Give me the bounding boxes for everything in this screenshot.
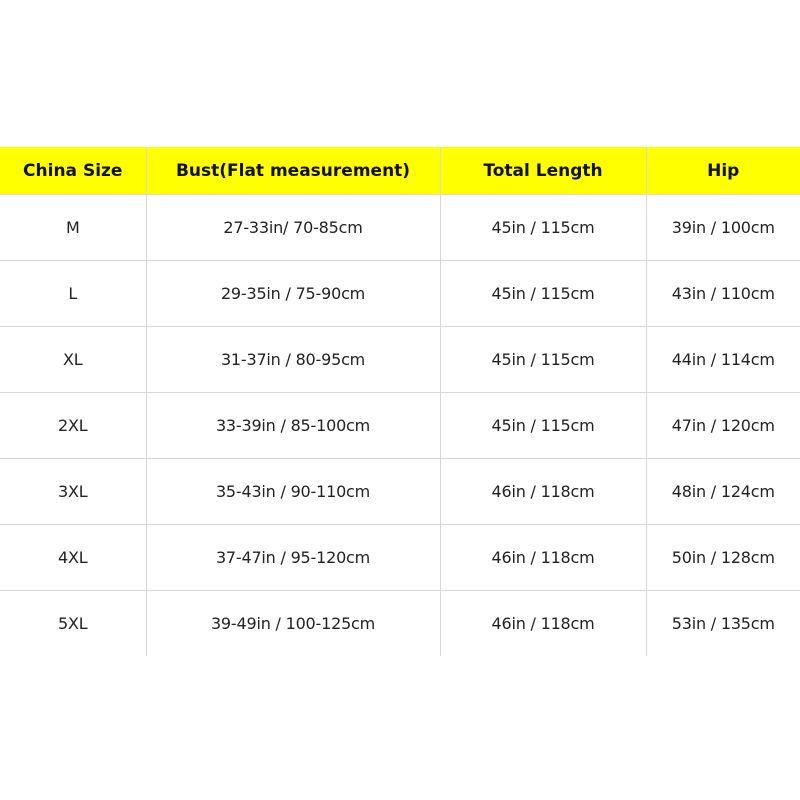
cell-size: L (0, 261, 146, 327)
cell-total-length: 45in / 115cm (440, 327, 646, 393)
cell-total-length: 45in / 115cm (440, 393, 646, 459)
header-hip: Hip (646, 147, 800, 195)
table-row (0, 327, 800, 393)
cell-size: 4XL (0, 525, 146, 591)
table-row (0, 261, 800, 327)
cell-hip: 48in / 124cm (646, 459, 800, 525)
cell-total-length: 45in / 115cm (440, 261, 646, 327)
header-bust: Bust(Flat measurement) (146, 147, 440, 195)
cell-total-length: 46in / 118cm (440, 459, 646, 525)
cell-size: 2XL (0, 393, 146, 459)
cell-hip: 53in / 135cm (671, 614, 775, 633)
cell-hip: 43in / 110cm (646, 261, 800, 327)
cell-bust: 35-43in / 90-110cm (146, 459, 440, 525)
size-chart-table (0, 147, 800, 656)
cell-size: M (0, 195, 146, 261)
cell-size: 5XL (0, 591, 146, 657)
table-row (0, 393, 800, 459)
cell-bust: 37-47in / 95-120cm (146, 525, 440, 591)
cell-bust: 27-33in/ 70-85cm (146, 195, 440, 261)
cell-bust: 29-35in / 75-90cm (146, 261, 440, 327)
cell-bust: 33-39in / 85-100cm (146, 393, 440, 459)
cell-bust: 39-49in / 100-125cm (146, 591, 440, 657)
table-row (0, 195, 800, 261)
cell-hip: 39in / 100cm (646, 195, 800, 261)
table-row (0, 591, 800, 657)
table-row (0, 525, 800, 591)
header-total-length: Total Length (440, 147, 646, 195)
cell-total-length: 45in / 115cm (440, 195, 646, 261)
table-row (0, 459, 800, 525)
cell-bust: 31-37in / 80-95cm (146, 327, 440, 393)
cell-hip: 44in / 114cm (646, 327, 800, 393)
cell-size: XL (0, 327, 146, 393)
cell-size: 3XL (0, 459, 146, 525)
cell-total-length: 46in / 118cm (440, 591, 646, 657)
cell-hip: 47in / 120cm (646, 393, 800, 459)
cell-total-length: 46in / 118cm (440, 525, 646, 591)
header-china-size: China Size (0, 147, 146, 195)
cell-hip: 50in / 128cm (646, 525, 800, 591)
header-row (0, 147, 800, 195)
